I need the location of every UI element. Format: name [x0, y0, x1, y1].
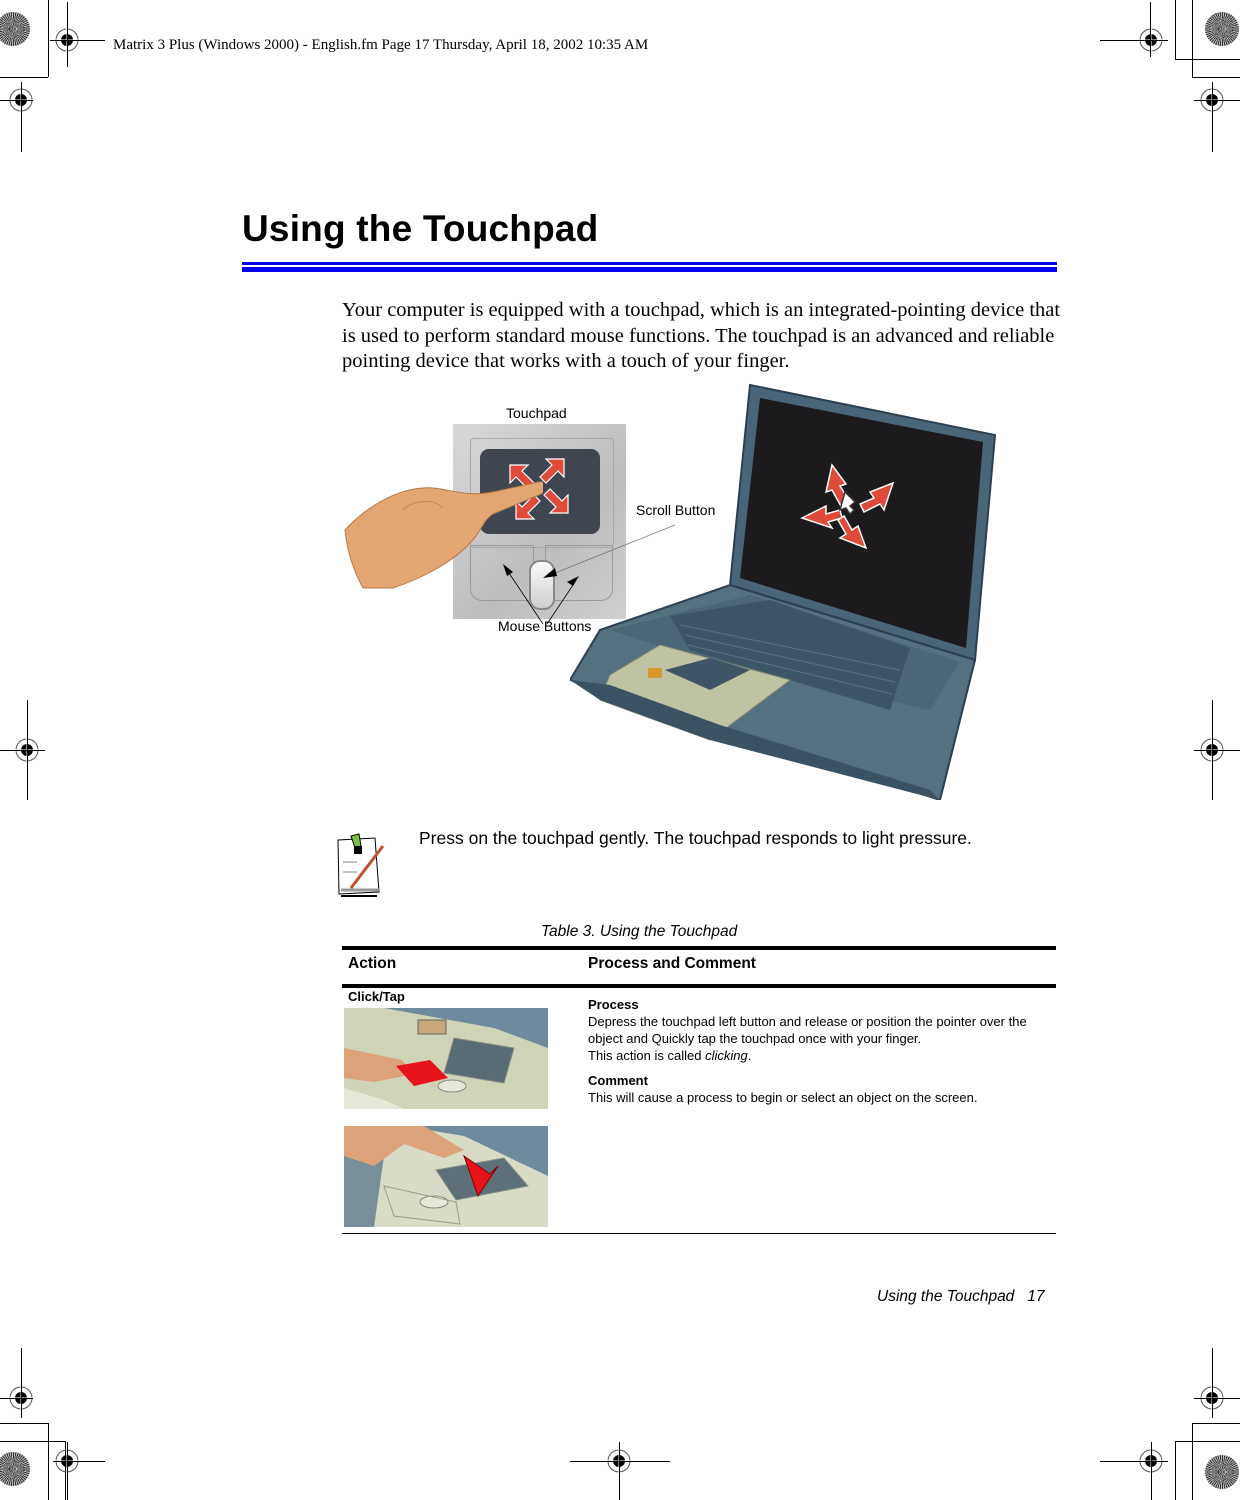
process-comment-cell	[588, 996, 1048, 1106]
click-tap-photo-2	[344, 1126, 548, 1227]
table-header-process: Process and Comment	[588, 955, 756, 972]
table-header-action: Action	[348, 955, 397, 972]
table-top-rule	[342, 946, 1056, 950]
comment-heading: Comment	[588, 1073, 648, 1088]
starburst-mark-icon	[0, 12, 30, 46]
click-tap-photo-1	[344, 1008, 548, 1109]
page-footer	[877, 1288, 1044, 1306]
footer-section: Using the Touchpad	[877, 1288, 1015, 1305]
intro-paragraph: Your computer is equipped with a touchpad, which is an integrated-pointing device that is used to perform standard mouse functions. The touchpad is an advanced and reliable pointing device that works with a touch of your finger.	[342, 299, 1061, 372]
starburst-mark-icon	[1205, 12, 1239, 46]
process-text: Depress the touchpad left button and release or position the pointer over the object and Quickly tap the touchpad once with your finger.	[588, 1014, 1027, 1046]
starburst-mark-icon	[0, 1452, 30, 1486]
process-heading: Process	[588, 997, 639, 1012]
starburst-mark-icon	[1205, 1455, 1239, 1489]
action-cell: Click/Tap	[348, 989, 405, 1004]
process-text-clicking: This action is called clicking.	[588, 1048, 752, 1063]
table-header-rule	[342, 984, 1056, 988]
page-number: 17	[1027, 1288, 1045, 1305]
table-caption: Table 3. Using the Touchpad	[541, 923, 738, 940]
table-bottom-rule	[342, 1233, 1056, 1234]
page-title: Using the Touchpad	[242, 208, 599, 249]
title-rule-thick	[242, 267, 1057, 272]
laptop-illustration	[570, 380, 1000, 800]
label-mouse-buttons: Mouse Buttons	[498, 618, 592, 634]
note-text: Press on the touchpad gently. The touchpad responds to light pressure.	[419, 828, 972, 848]
label-scroll-button: Scroll Button	[636, 502, 716, 518]
comment-text: This will cause a process to begin or select an object on the screen.	[588, 1090, 978, 1105]
label-touchpad: Touchpad	[506, 405, 567, 421]
title-rule-thin	[242, 262, 1057, 265]
clicking-term: clicking	[705, 1048, 748, 1063]
note-pen-icon	[335, 832, 393, 902]
print-header-meta: Matrix 3 Plus (Windows 2000) - English.fm Page 17 Thursday, April 18, 2002 10:35 AM	[113, 37, 649, 53]
